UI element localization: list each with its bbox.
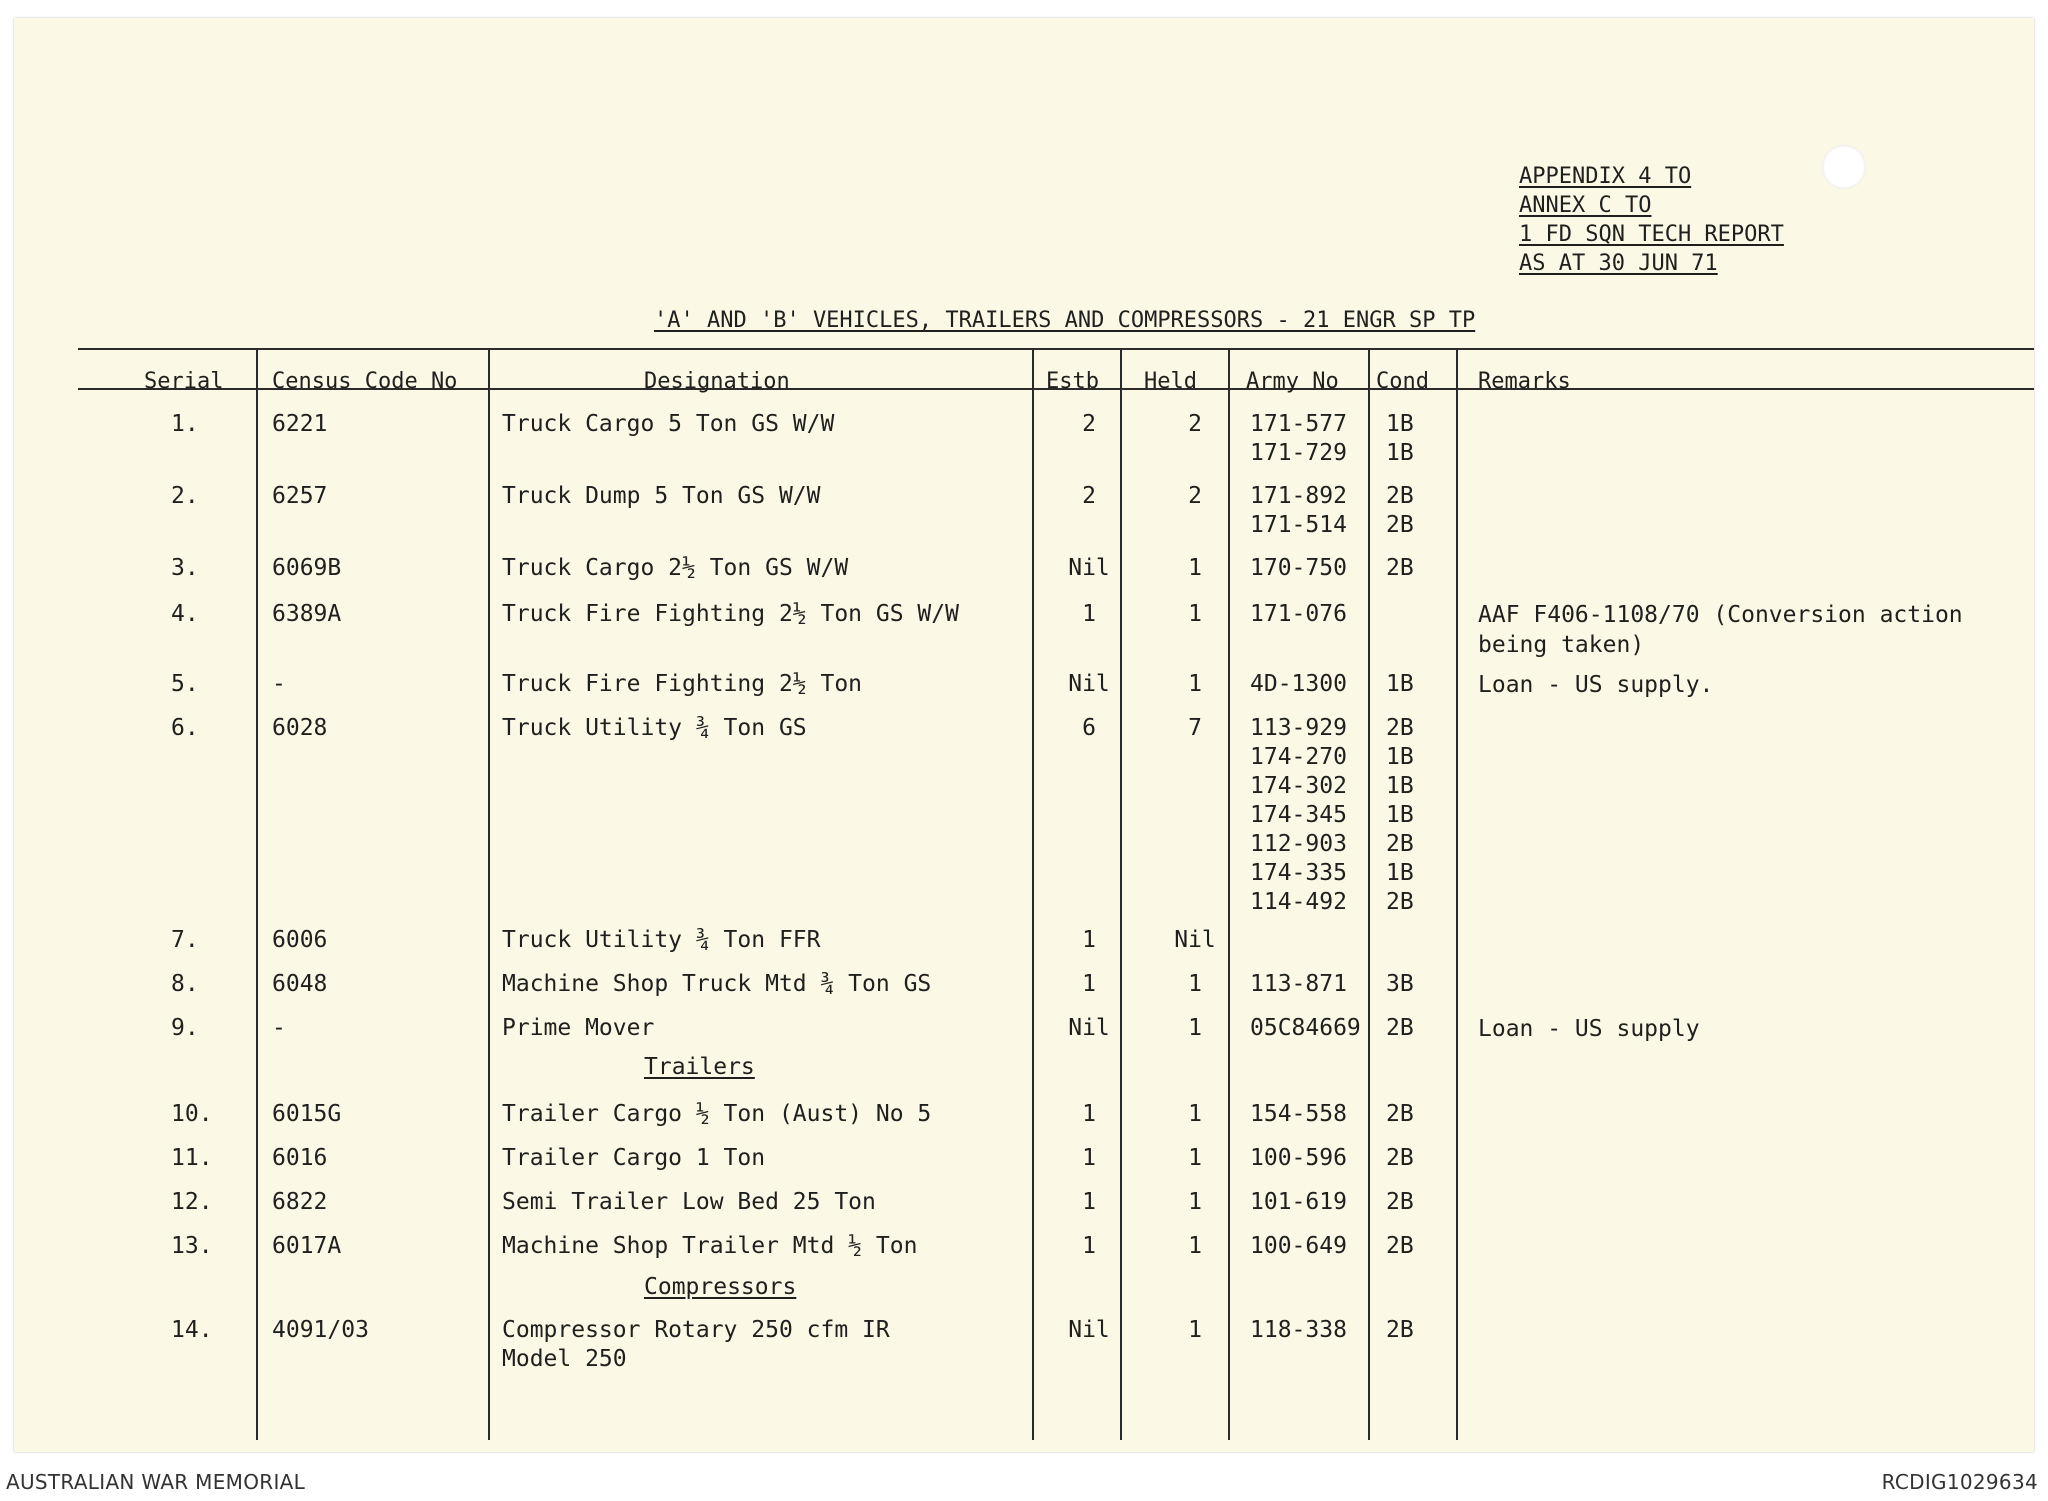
column-header-held: Held: [1144, 369, 1197, 394]
row-serial: 2.: [171, 483, 199, 509]
row-cond: 1B: [1386, 671, 1414, 697]
row-designation: Truck Fire Fighting 2½ Ton GS W/W: [502, 601, 959, 627]
row-army-no: 101-619: [1250, 1189, 1347, 1215]
column-header-estb: Estb: [1046, 369, 1099, 394]
section-label-compressors: Compressors: [644, 1274, 797, 1300]
row-cond: 2B: [1386, 1015, 1414, 1041]
document-page: [14, 18, 2034, 1452]
header-line: 1 FD SQN TECH REPORT: [1519, 222, 1784, 247]
row-army-no: 113-929 174-270 174-302 174-345 112-903 174-335 114-492: [1250, 715, 1347, 915]
footer-institution: AUSTRALIAN WAR MEMORIAL: [6, 1470, 306, 1494]
row-held: 2: [1188, 411, 1202, 437]
row-census-code: 6015G: [272, 1101, 342, 1127]
row-cond: 2B: [1386, 1145, 1414, 1171]
header-line: AS AT 30 JUN 71: [1519, 251, 1718, 276]
row-cond: 2B 2B: [1386, 483, 1414, 538]
header-line: ANNEX C TO: [1519, 193, 1652, 218]
row-designation: Truck Utility ¾ Ton GS: [502, 715, 807, 741]
row-designation: Machine Shop Truck Mtd ¾ Ton GS: [502, 971, 932, 997]
row-estb: Nil: [1068, 555, 1110, 581]
column-divider: [1368, 348, 1370, 1440]
row-estb: 1: [1082, 1189, 1096, 1215]
row-census-code: 6017A: [272, 1233, 342, 1259]
row-designation: Truck Cargo 5 Ton GS W/W: [502, 411, 835, 437]
row-census-code: 6006: [272, 927, 328, 953]
row-serial: 12.: [171, 1189, 213, 1215]
row-remarks: AAF F406-1108/70 (Conversion action being taken): [1478, 602, 1963, 658]
row-designation: Compressor Rotary 250 cfm IR Model 250: [502, 1317, 890, 1372]
row-census-code: 6389A: [272, 601, 342, 627]
row-designation: Truck Utility ¾ Ton FFR: [502, 927, 821, 953]
column-divider: [1456, 348, 1458, 1440]
row-cond: 2B: [1386, 1101, 1414, 1127]
row-army-no: 170-750: [1250, 555, 1347, 581]
row-estb: 1: [1082, 601, 1096, 627]
column-header-army-no: Army No: [1246, 369, 1339, 394]
row-estb: 6: [1082, 715, 1096, 741]
column-divider: [488, 348, 490, 1440]
row-army-no: 154-558: [1250, 1101, 1347, 1127]
row-held: 1: [1188, 1317, 1202, 1343]
row-serial: 5.: [171, 671, 199, 697]
row-cond: 1B 1B: [1386, 411, 1414, 466]
row-army-no: 113-871: [1250, 971, 1347, 997]
row-serial: 9.: [171, 1015, 199, 1041]
row-held: 1: [1188, 601, 1202, 627]
row-designation: Machine Shop Trailer Mtd ½ Ton: [502, 1233, 918, 1259]
row-estb: 1: [1082, 1233, 1096, 1259]
column-divider: [1120, 348, 1122, 1440]
row-army-no: 100-649: [1250, 1233, 1347, 1259]
row-army-no: 100-596: [1250, 1145, 1347, 1171]
appendix-header: [1519, 162, 1784, 278]
row-estb: 1: [1082, 1101, 1096, 1127]
row-cond: 2B: [1386, 555, 1414, 581]
row-estb: 1: [1082, 927, 1096, 953]
column-divider: [1228, 348, 1230, 1440]
row-held: 1: [1188, 555, 1202, 581]
row-census-code: 6048: [272, 971, 328, 997]
row-serial: 1.: [171, 411, 199, 437]
row-held: 1: [1188, 1101, 1202, 1127]
column-divider: [256, 348, 258, 1440]
document-title: 'A' AND 'B' VEHICLES, TRAILERS AND COMPRESSORS - 21 ENGR SP TP: [654, 308, 1476, 333]
row-serial: 7.: [171, 927, 199, 953]
row-estb: 2: [1082, 411, 1096, 437]
row-census-code: -: [272, 1015, 286, 1041]
row-held: 1: [1188, 1233, 1202, 1259]
row-army-no: 171-076: [1250, 601, 1347, 627]
row-held: 1: [1188, 1145, 1202, 1171]
row-census-code: 6016: [272, 1145, 328, 1171]
column-header-remarks: Remarks: [1478, 369, 1571, 394]
row-designation: Semi Trailer Low Bed 25 Ton: [502, 1189, 876, 1215]
row-held: 1: [1188, 971, 1202, 997]
section-label-trailers: Trailers: [644, 1054, 755, 1080]
row-serial: 4.: [171, 601, 199, 627]
row-serial: 14.: [171, 1317, 213, 1343]
row-census-code: 6822: [272, 1189, 328, 1215]
row-estb: Nil: [1068, 1015, 1110, 1041]
row-serial: 3.: [171, 555, 199, 581]
row-cond: 2B: [1386, 1233, 1414, 1259]
table-top-rule: [78, 348, 2034, 350]
row-serial: 6.: [171, 715, 199, 741]
column-header-designation: Designation: [644, 369, 790, 394]
row-designation: Trailer Cargo 1 Ton: [502, 1145, 766, 1171]
row-census-code: 6028: [272, 715, 328, 741]
row-cond: 2B: [1386, 1317, 1414, 1343]
header-line: APPENDIX 4 TO: [1519, 164, 1692, 189]
row-estb: 1: [1082, 971, 1096, 997]
row-cond: 3B: [1386, 971, 1414, 997]
punch-hole: [1822, 145, 1866, 189]
column-header-census: Census Code No: [272, 369, 458, 394]
row-serial: 8.: [171, 971, 199, 997]
row-estb: 2: [1082, 483, 1096, 509]
row-army-no: 05C84669: [1250, 1015, 1361, 1041]
row-cond: 2B: [1386, 1189, 1414, 1215]
row-designation: Truck Dump 5 Ton GS W/W: [502, 483, 821, 509]
row-census-code: 6221: [272, 411, 328, 437]
row-army-no: 4D-1300: [1250, 671, 1347, 697]
row-serial: 10.: [171, 1101, 213, 1127]
row-estb: Nil: [1068, 671, 1110, 697]
column-divider: [1032, 348, 1034, 1440]
row-designation: Truck Fire Fighting 2½ Ton: [502, 671, 863, 697]
row-held: 1: [1188, 1189, 1202, 1215]
row-held: Nil: [1174, 927, 1216, 953]
row-army-no: 118-338: [1250, 1317, 1347, 1343]
row-estb: Nil: [1068, 1317, 1110, 1343]
row-designation: Truck Cargo 2½ Ton GS W/W: [502, 555, 849, 581]
row-remarks: Loan - US supply.: [1478, 672, 1714, 698]
row-held: 1: [1188, 1015, 1202, 1041]
column-header-cond: Cond: [1376, 369, 1429, 394]
row-held: 7: [1188, 715, 1202, 741]
row-census-code: -: [272, 671, 286, 697]
row-army-no: 171-892 171-514: [1250, 483, 1347, 538]
row-held: 1: [1188, 671, 1202, 697]
row-census-code: 6069B: [272, 555, 342, 581]
footer-reference: RCDIG1029634: [1881, 1470, 2038, 1494]
column-header-serial: Serial: [144, 369, 224, 394]
row-remarks: Loan - US supply: [1478, 1016, 1700, 1042]
row-held: 2: [1188, 483, 1202, 509]
row-serial: 11.: [171, 1145, 213, 1171]
row-census-code: 4091/03: [272, 1317, 369, 1343]
row-cond: 2B 1B 1B 1B 2B 1B 2B: [1386, 715, 1414, 915]
row-serial: 13.: [171, 1233, 213, 1259]
row-estb: 1: [1082, 1145, 1096, 1171]
row-designation: Prime Mover: [502, 1015, 655, 1041]
row-army-no: 171-577 171-729: [1250, 411, 1347, 466]
row-designation: Trailer Cargo ½ Ton (Aust) No 5: [502, 1101, 932, 1127]
row-census-code: 6257: [272, 483, 328, 509]
